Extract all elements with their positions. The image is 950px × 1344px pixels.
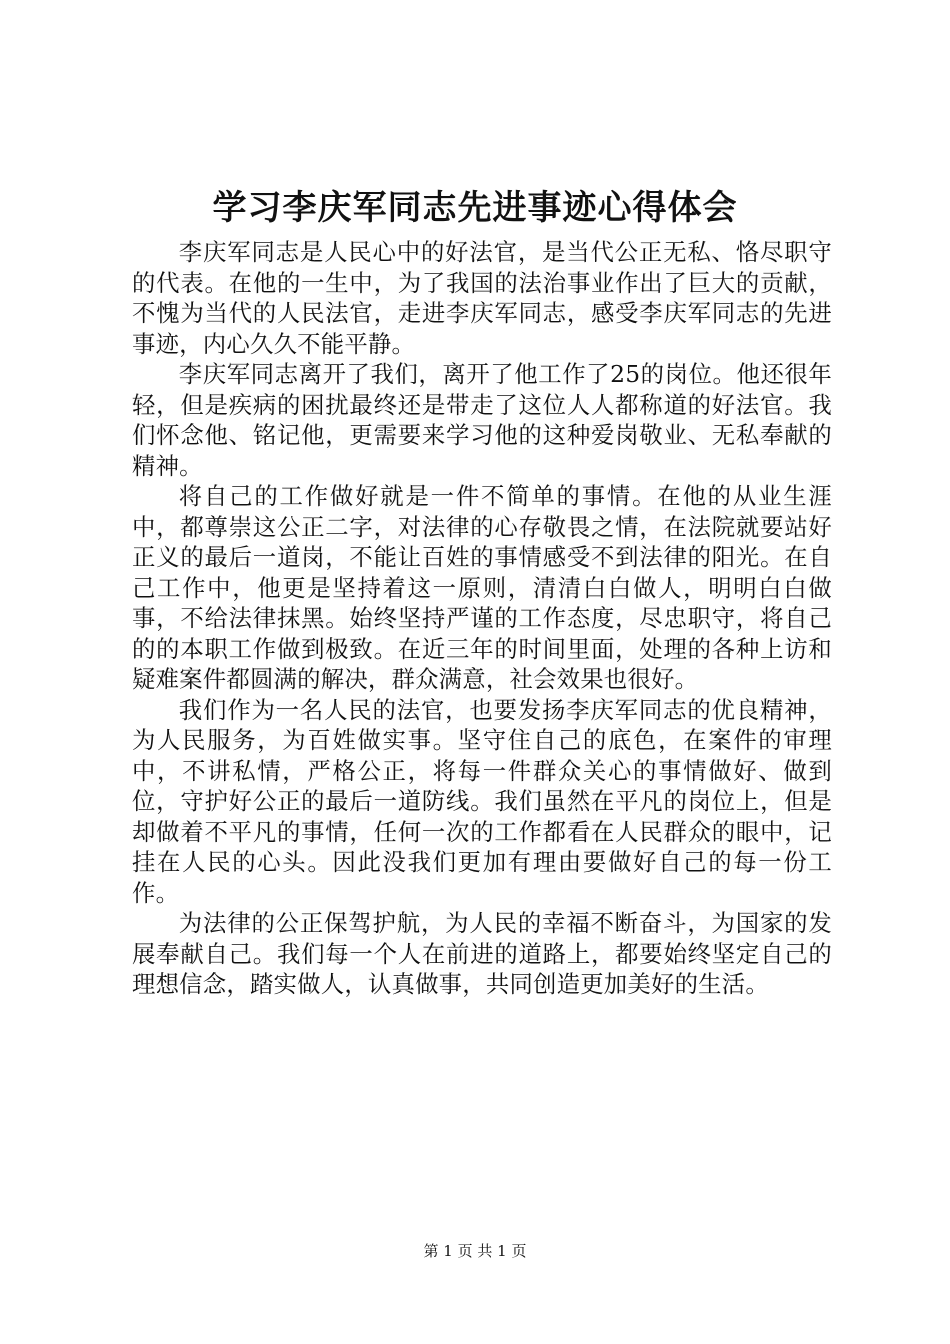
paragraph-3: 将自己的工作做好就是一件不简单的事情。在他的从业生涯中，都尊崇这公正二字，对法律的心存敬畏之情，在法院就要站好正义的最后一道岗，不能让百姓的事情感受不到法律的阳光。在自己工作中，他更是坚持着这一原则，清清白白做人，明明白白做事，不给法律抹黑。始终坚持严谨的工作态度，尽忠职守，将自己的的本职工作做到极致。在近三年的时间里面，处理的各种上访和疑难案件都圆满的解决，群众满意，社会效果也很好。 (132, 482, 832, 693)
document-title: 学习李庆军同志先进事迹心得体会 (212, 188, 738, 228)
paragraph-2: 李庆军同志离开了我们，离开了他工作了25的岗位。他还很年轻，但是疾病的困扰最终还是带走了这位人人都称道的好法官。我们怀念他、铭记他，更需要来学习他的这种爱岗敬业、无私奉献的精神。 (132, 360, 832, 480)
paragraph-1: 李庆军同志是人民心中的好法官，是当代公正无私、恪尽职守的代表。在他的一生中，为了我国的法治事业作出了巨大的贡献，不愧为当代的人民法官，走进李庆军同志，感受李庆军同志的先进事迹，内心久久不能平静。 (132, 238, 832, 358)
paragraph-5: 为法律的公正保驾护航，为人民的幸福不断奋斗，为国家的发展奉献自己。我们每一个人在前进的道路上，都要始终坚定自己的理想信念，踏实做人，认真做事，共同创造更加美好的生活。 (132, 909, 832, 998)
document-body (132, 237, 832, 1000)
paragraph-4: 我们作为一名人民的法官，也要发扬李庆军同志的优良精神，为人民服务，为百姓做实事。坚守住自己的底色，在案件的审理中，不讲私情，严格公正，将每一件群众关心的事情做好、做到位，守护好公正的最后一道防线。我们虽然在平凡的岗位上，但是却做着不平凡的事情，任何一次的工作都看在人民群众的眼中，记挂在人民的心头。因此没我们更加有理由要做好自己的每一份工作。 (132, 695, 832, 907)
page-footer: 第 1 页 共 1 页 (423, 1242, 527, 1260)
